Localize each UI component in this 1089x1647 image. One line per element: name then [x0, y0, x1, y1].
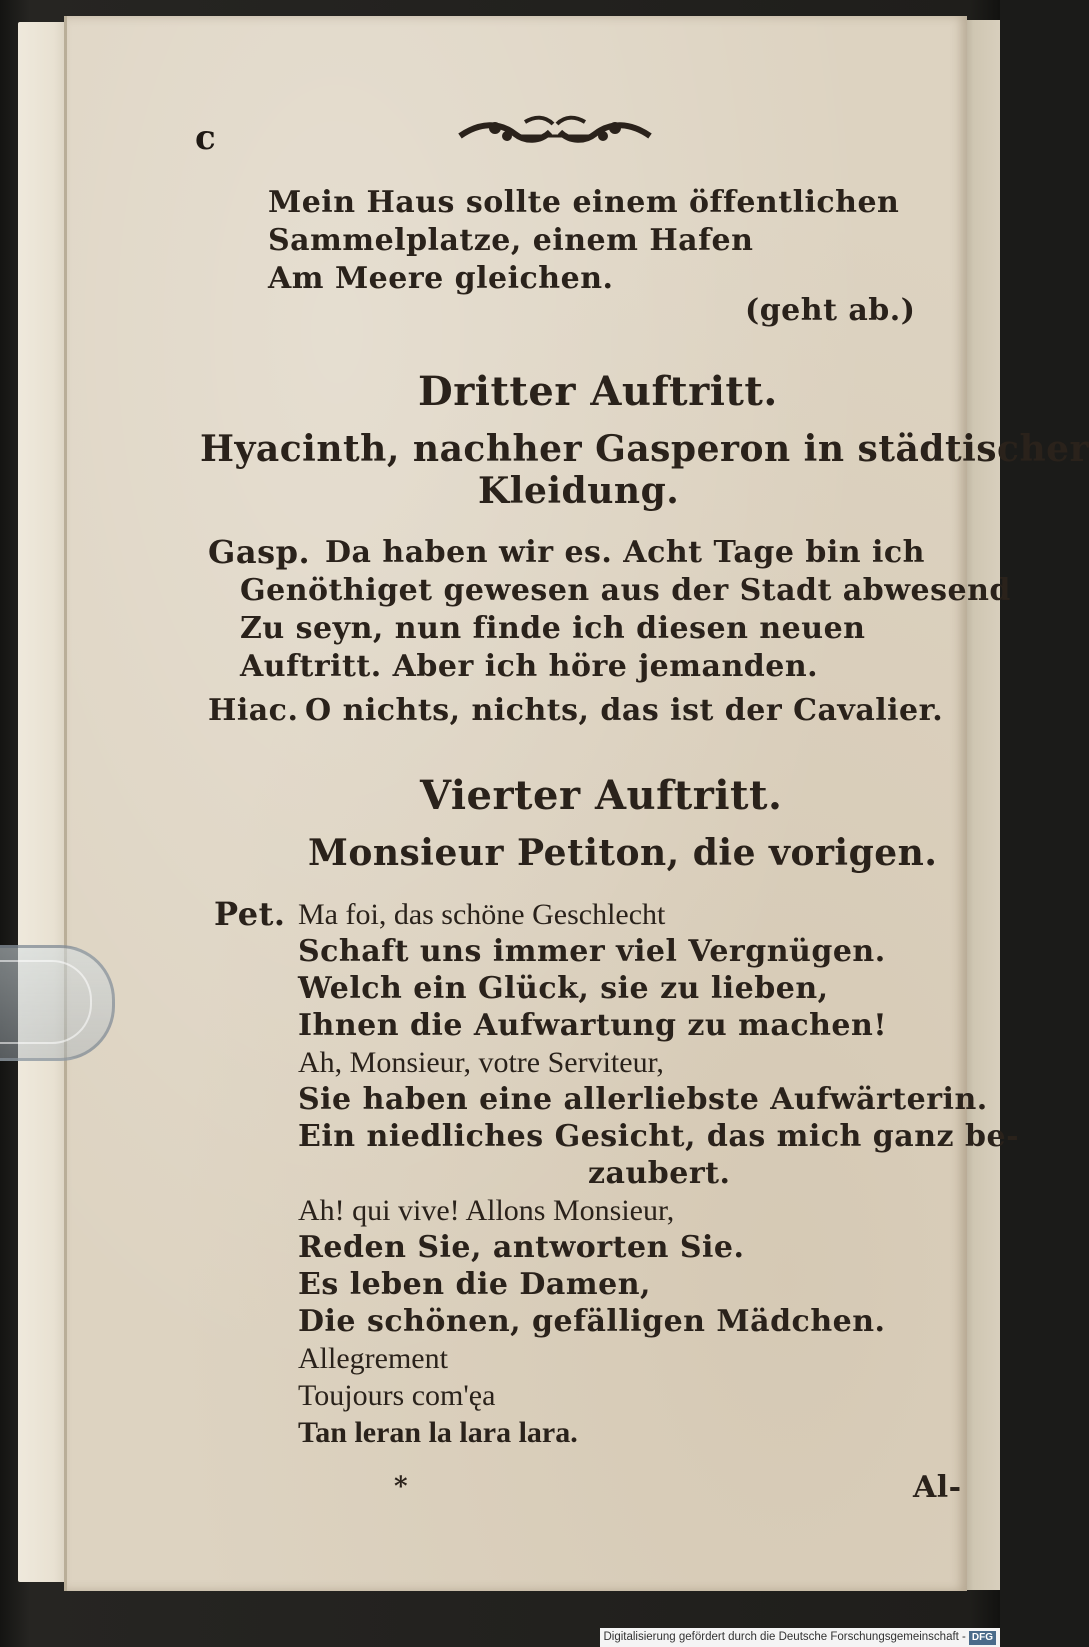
pet-line-1: Ma foi, das schöne Geschlecht — [298, 898, 666, 931]
pet-line-7: Ein niedliches Gesicht, das mich ganz be- — [298, 1119, 1020, 1154]
signature-mark: * — [394, 1472, 409, 1502]
pet-line-15: Tan leran la lara lara. — [298, 1416, 578, 1449]
pet-line-14: Toujours com'ęa — [298, 1379, 496, 1412]
pet-line-2: Schaft uns immer viel Vergnügen. — [298, 934, 886, 969]
speaker-hiac: Hiac. — [208, 693, 299, 728]
pet-line-5: Ah, Monsieur, votre Serviteur, — [298, 1046, 664, 1079]
scene-4-cast-line-1: Monsieur Petiton, die vorigen. — [308, 832, 938, 874]
stage-direction-exit: (geht ab.) — [745, 293, 916, 328]
margin-mark: c — [195, 118, 216, 158]
pet-line-3: Welch ein Glück, sie zu lieben, — [298, 971, 829, 1006]
gasp-line-3: Zu seyn, nun finde ich diesen neuen — [240, 611, 866, 646]
pet-line-13: Allegrement — [298, 1342, 448, 1375]
pet-line-11: Es leben die Damen, — [298, 1267, 651, 1302]
pet-line-4: Ihnen die Aufwartung zu machen! — [298, 1008, 887, 1043]
book-clip — [0, 945, 115, 1061]
gasp-line-1: Da haben wir es. Acht Tage bin ich — [325, 535, 925, 570]
pet-line-6: Sie haben eine allerliebste Aufwärterin. — [298, 1082, 988, 1117]
scene-3-cast-line-2: Kleidung. — [478, 470, 680, 512]
digitization-credit-footer — [600, 1628, 1000, 1647]
footer-text: Digitalisierung gefördert durch die Deutsche Forschungsgemeinschaft - — [603, 1631, 966, 1643]
pet-line-9: Ah! qui vive! Allons Monsieur, — [298, 1194, 675, 1227]
verse-line-2: Sammelplatze, einem Hafen — [268, 223, 754, 258]
scene-3-heading: Dritter Auftritt. — [418, 368, 778, 415]
dfg-logo-badge: DFG — [969, 1631, 996, 1645]
verse-line-3: Am Meere gleichen. — [268, 261, 614, 296]
gasp-line-4: Auftritt. Aber ich höre jemanden. — [240, 649, 819, 684]
speaker-pet: Pet. — [214, 895, 286, 933]
pet-line-8: zaubert. — [588, 1156, 731, 1191]
pet-line-10: Reden Sie, antworten Sie. — [298, 1230, 745, 1265]
ornament-icon — [455, 114, 655, 154]
catchword: Al- — [913, 1470, 962, 1505]
book-clip-highlight — [0, 960, 92, 1044]
hiac-line-1: O nichts, nichts, das ist der Cavalier. — [305, 693, 944, 728]
pet-line-12: Die schönen, gefälligen Mädchen. — [298, 1304, 886, 1339]
verse-line-1: Mein Haus sollte einem öffentlichen — [268, 185, 900, 220]
gasp-line-2: Genöthiget gewesen aus der Stadt abwesend — [240, 573, 1011, 608]
speaker-gasp: Gasp. — [208, 533, 311, 571]
scene-3-cast-line-1: Hyacinth, nachher Gasperon in städtischer — [200, 428, 1089, 470]
scene-4-heading: Vierter Auftritt. — [420, 772, 783, 819]
